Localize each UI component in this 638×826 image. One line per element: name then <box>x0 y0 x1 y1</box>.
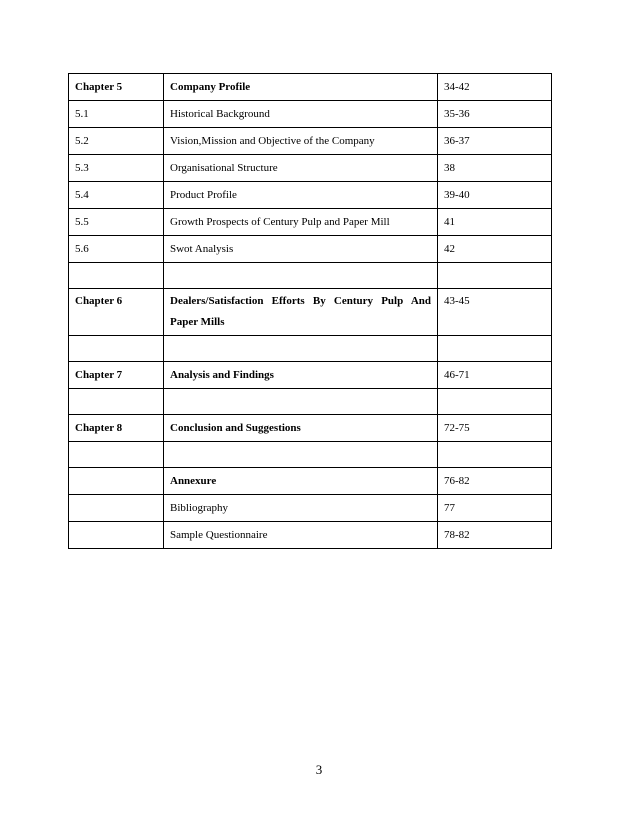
toc-row <box>69 155 552 182</box>
page-number: 3 <box>315 762 323 777</box>
empty-cell <box>69 442 164 468</box>
empty-cell <box>69 389 164 415</box>
chapter-number: Chapter 6 <box>69 289 164 336</box>
toc-row <box>69 236 552 263</box>
section-title: Product Profile <box>164 182 438 209</box>
page-range: 43-45 <box>438 289 552 336</box>
toc-row <box>69 209 552 236</box>
chapter-title: Dealers/Satisfaction Efforts By Century Pulp And Paper Mills <box>164 289 438 336</box>
empty-cell <box>69 495 164 522</box>
section-title: Vision,Mission and Objective of the Company <box>164 128 438 155</box>
section-number: 5.6 <box>69 236 164 263</box>
toc-row-chapter-7 <box>69 362 552 389</box>
toc-row-annexure <box>69 468 552 495</box>
chapter-title: Analysis and Findings <box>164 362 438 389</box>
section-title: Historical Background <box>164 101 438 128</box>
page-range: 42 <box>438 236 552 263</box>
section-number: 5.1 <box>69 101 164 128</box>
annexure-title: Annexure <box>164 468 438 495</box>
chapter-number: Chapter 8 <box>69 415 164 442</box>
empty-cell <box>69 336 164 362</box>
chapter-title: Company Profile <box>164 74 438 101</box>
toc-row <box>69 182 552 209</box>
empty-cell <box>164 389 438 415</box>
empty-cell <box>69 522 164 549</box>
toc-empty-row <box>69 263 552 289</box>
empty-cell <box>69 468 164 495</box>
empty-cell <box>438 263 552 289</box>
chapter-number: Chapter 7 <box>69 362 164 389</box>
page-range: 77 <box>438 495 552 522</box>
empty-cell <box>438 389 552 415</box>
toc-row-chapter-6 <box>69 289 552 336</box>
page-range: 36-37 <box>438 128 552 155</box>
empty-cell <box>69 263 164 289</box>
toc-row <box>69 495 552 522</box>
toc-row <box>69 128 552 155</box>
empty-cell <box>164 442 438 468</box>
section-title: Sample Questionnaire <box>164 522 438 549</box>
empty-cell <box>164 336 438 362</box>
toc-empty-row <box>69 389 552 415</box>
empty-cell <box>438 336 552 362</box>
page-range: 76-82 <box>438 468 552 495</box>
table-of-contents <box>68 73 552 549</box>
page-range: 41 <box>438 209 552 236</box>
page-range: 78-82 <box>438 522 552 549</box>
toc-empty-row <box>69 442 552 468</box>
section-title: Bibliography <box>164 495 438 522</box>
toc-row <box>69 522 552 549</box>
section-number: 5.4 <box>69 182 164 209</box>
toc-empty-row <box>69 336 552 362</box>
section-title: Swot Analysis <box>164 236 438 263</box>
section-title: Growth Prospects of Century Pulp and Paper Mill <box>164 209 438 236</box>
page-range: 38 <box>438 155 552 182</box>
toc-row-chapter-8 <box>69 415 552 442</box>
page-range: 46-71 <box>438 362 552 389</box>
chapter-number: Chapter 5 <box>69 74 164 101</box>
toc-row-chapter-5 <box>69 74 552 101</box>
section-number: 5.5 <box>69 209 164 236</box>
empty-cell <box>438 442 552 468</box>
toc-row <box>69 101 552 128</box>
page-range: 34-42 <box>438 74 552 101</box>
chapter-title: Conclusion and Suggestions <box>164 415 438 442</box>
page-range: 72-75 <box>438 415 552 442</box>
section-title: Organisational Structure <box>164 155 438 182</box>
page-range: 35-36 <box>438 101 552 128</box>
section-number: 5.3 <box>69 155 164 182</box>
empty-cell <box>164 263 438 289</box>
page-range: 39-40 <box>438 182 552 209</box>
section-number: 5.2 <box>69 128 164 155</box>
